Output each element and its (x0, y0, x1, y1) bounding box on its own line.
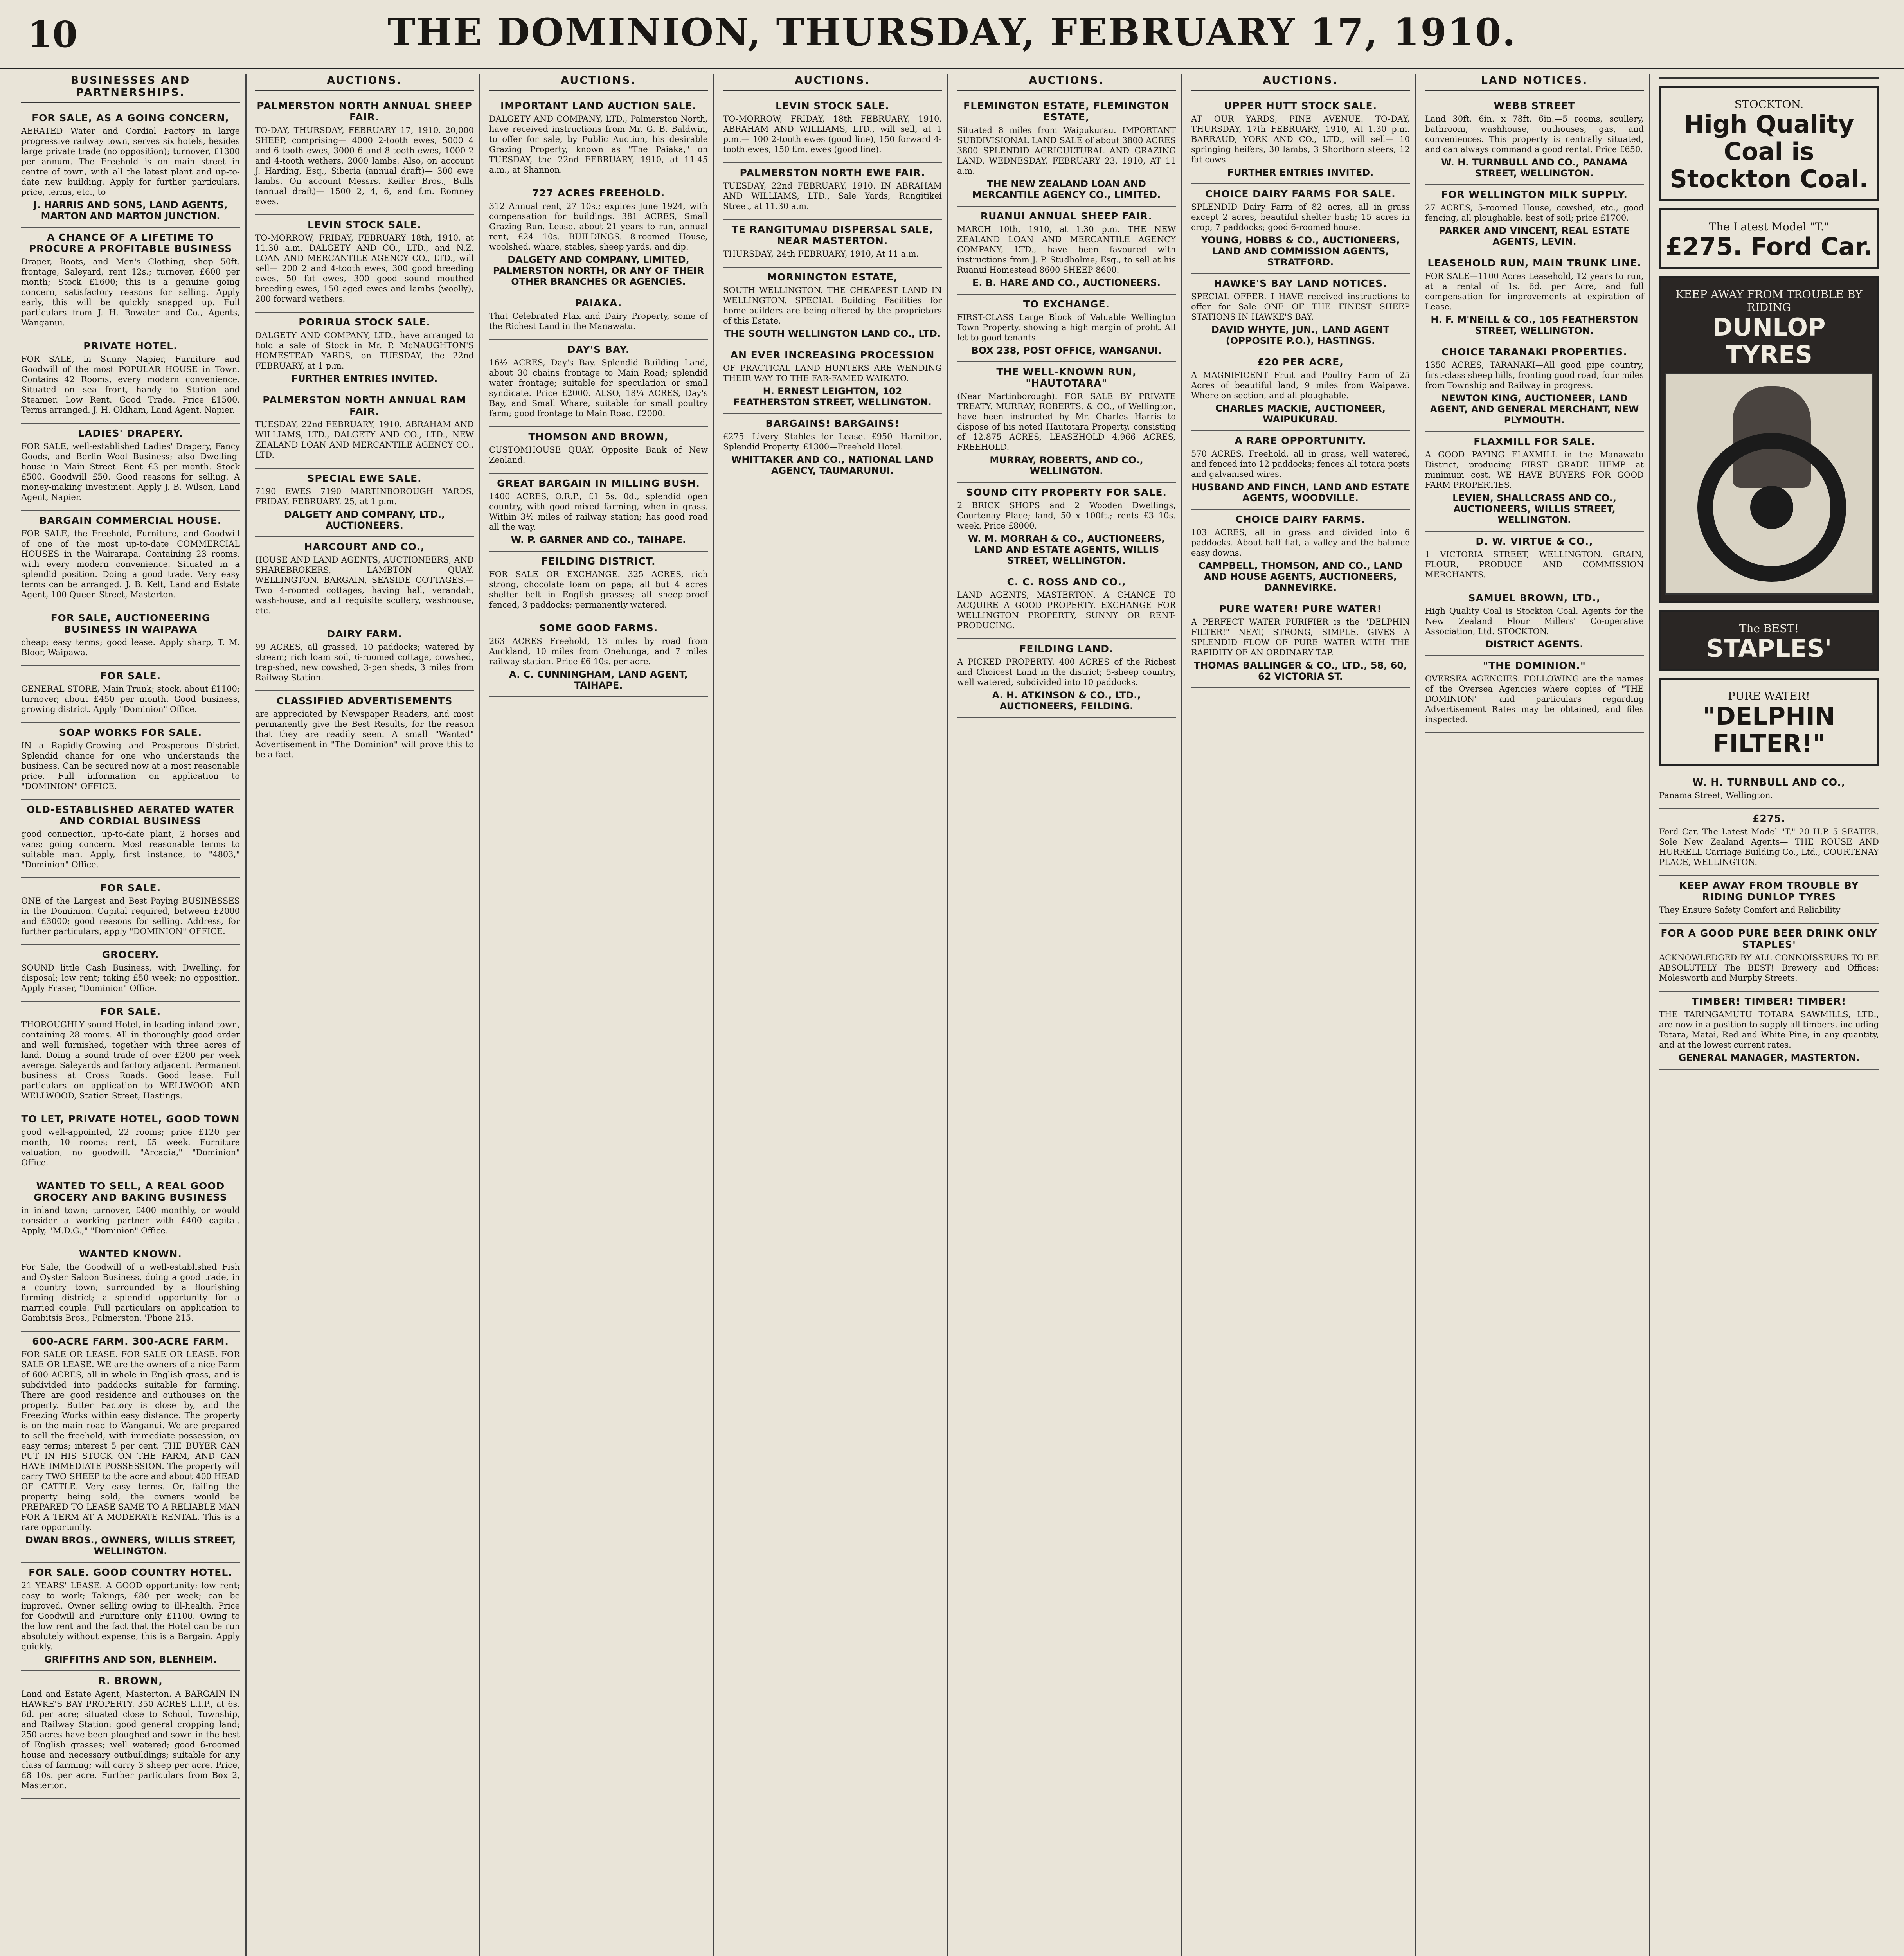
ad-body: 1 VICTORIA STREET, WELLINGTON. GRAIN, FLOUR, PRODUCE AND COMMISSION MERCHANTS. (1425, 550, 1644, 579)
ad-heading: DAY'S BAY. (567, 344, 630, 355)
ad-body: 21 YEARS' LEASE. A GOOD opportunity; low rent; easy to work; Takings, £80 per week; can be improved. Owner selling owing to ill-health. Price for Goodwill and Furniture only £1100. Owing to the low rent and the fact that the Hotel can be run absolutely without expense, this is a Bargain. Apply quickly. (21, 1581, 240, 1651)
ad-body: DALGETY AND COMPANY, LTD., Palmerston North, have received instructions from Mr. G. B. Baldwin, to offer for sale, by Public Auction, his desirable Grazing Property, known as "The Paiaka," on TUESDAY, the 22nd FEBRUARY, 1910, at 11.45 a.m., at Shannon. (489, 114, 708, 174)
classified-ad (255, 691, 474, 768)
classified-ad (21, 1332, 240, 1563)
classified-ad (255, 624, 474, 691)
display-ad-subtitle: PURE WATER! (1728, 690, 1810, 703)
classified-ad (255, 390, 474, 469)
classified-ad (21, 1563, 240, 1671)
ad-heading: HARCOURT AND CO., (304, 541, 425, 552)
ad-signature: DWAN BROS., OWNERS, WILLIS STREET, WELLINGTON. (25, 1535, 236, 1557)
ad-heading: SOME GOOD FARMS. (539, 622, 658, 634)
column-1 (16, 74, 247, 1956)
ad-body: 1350 ACRES, TARANAKI—All good pipe country, first-class sheep hills, fronting good road, four miles from Township and Railway in progress. (1425, 360, 1644, 390)
ad-heading: R. BROWN, (98, 1675, 163, 1686)
ad-heading: TO EXCHANGE. (1023, 298, 1110, 310)
ad-heading: C. C. ROSS AND CO., (1007, 576, 1126, 588)
ad-body: Land and Estate Agent, Masterton. A BARGAIN IN HAWKE'S BAY PROPERTY. 350 ACRES L.I.P., at 6s. 6d. per acre; situated close to School, Township, and Railway Station; good general cropping land; 250 acres have been ploughed and sown in the best of English grasses; well watered; good 6-roomed house and necessary outbuildings; suitable for any class of farming; will carry 3 sheep per acre. Price, £8 10s. per acre. Further particulars from Box 2, Masterton. (21, 1689, 240, 1790)
ad-heading: PALMERSTON NORTH ANNUAL SHEEP FAIR. (257, 100, 472, 123)
ad-heading: 600-ACRE FARM. 300-ACRE FARM. (32, 1336, 229, 1347)
ad-signature: THE SOUTH WELLINGTON LAND CO., LTD. (724, 328, 941, 339)
ad-body: AERATED Water and Cordial Factory in large progressive railway town, serves six hotels, besides large private trade (no opposition); turnover, £1300 per annum. The Freehold is on main street in centre of town, with all the latest plant and up-to-date new building. Apply for further particulars, price, terms, etc., to (21, 126, 240, 197)
classified-ad (957, 96, 1176, 207)
ad-body: (Near Martinborough). FOR SALE BY PRIVATE TREATY. MURRAY, ROBERTS, & CO., of Wellington, have been instructed by Mr. Charles Harris to dispose of his noted Hautotara Property, consisting of 12,875 ACRES, LEASEHOLD 4,966 ACRES, FREEHOLD. (957, 392, 1176, 452)
classified-ad (957, 483, 1176, 572)
ad-body: FOR SALE OR LEASE. FOR SALE OR LEASE. FOR SALE OR LEASE. WE are the owners of a nice Farm of 600 ACRES, all in whole in English grass, and is subdivided into paddocks suitable for farming. There are good residence and outhouses on the property. Butter Factory is close by, and the Freezing Works within easy distance. The property is on the main road to Wanganui. We are prepared to sell the freehold, with immediate possession, on easy terms; interest 5 per cent. THE BUYER CAN PUT IN HIS STOCK ON THE FARM, AND CAN HAVE IMMEDIATE POSSESSION. The property will carry TWO SHEEP to the acre and about 400 HEAD OF CATTLE. Very easy terms. Or, failing the property being sold, the owners would be PREPARED TO LEASE SAME TO A RELIABLE MAN FOR A TERM AT A MODERATE RENTAL. This is a rare opportunity. (21, 1350, 240, 1532)
ad-heading: A RARE OPPORTUNITY. (1235, 435, 1366, 446)
classified-ad (957, 207, 1176, 295)
ad-body: THE TARINGAMUTU TOTARA SAWMILLS, LTD., are now in a position to supply all timbers, including Totara, Matai, Red and White Pine, in any quantity, and at the lowest current rates. (1659, 1010, 1879, 1050)
ad-heading: WANTED TO SELL, A REAL GOOD GROCERY AND BAKING BUSINESS (34, 1180, 227, 1203)
ad-body: 1400 ACRES, O.R.P., £1 5s. 0d., splendid open country, with good mixed farming, when in grass. Within 3½ miles of railway station; has good road all the way. (489, 492, 708, 532)
wheel-hub (1750, 486, 1793, 529)
classified-ad (21, 1002, 240, 1109)
column-4 (718, 74, 948, 1956)
page-number: 10 (27, 13, 78, 56)
ad-body: SPECIAL OFFER. I HAVE received instructions to offer for Sale ONE OF THE FINEST SHEEP STATIONS IN HAWKE'S BAY. (1191, 292, 1410, 322)
ad-signature: THE NEW ZEALAND LOAN AND MERCANTILE AGENCY CO., LIMITED. (972, 178, 1161, 200)
ad-signature: A. C. CUNNINGHAM, LAND AGENT, TAIHAPE. (509, 669, 688, 691)
ad-heading: FOR SALE, AUCTIONEERING BUSINESS IN WAIPAWA (50, 612, 211, 635)
ad-heading: SOAP WORKS FOR SALE. (59, 727, 202, 738)
ad-heading: PAIAKA. (575, 297, 622, 309)
display-ad-title: STAPLES' (1706, 634, 1832, 663)
ad-signature: YOUNG, HOBBS & CO., AUCTIONEERS, LAND AND COMMISSION AGENTS, STRATFORD. (1201, 235, 1400, 268)
ad-body: Ford Car. The Latest Model "T." 20 H.P. 5 SEATER. Sole New Zealand Agents— THE ROUSE AND HURRELL Carriage Building Co., Ltd., COURTENAY PLACE, WELLINGTON. (1659, 827, 1879, 867)
ad-signature: FURTHER ENTRIES INVITED. (1227, 167, 1374, 178)
ad-signature: H. ERNEST LEIGHTON, 102 FEATHERSTON STREET, WELLINGTON. (733, 386, 932, 408)
classified-ad (21, 228, 240, 336)
display-ad-title: High Quality Coal is Stockton Coal. (1670, 110, 1868, 193)
classified-ad (21, 666, 240, 723)
classified-ad (255, 469, 474, 537)
newspaper-columns (16, 74, 1890, 1956)
ad-heading: CHOICE DAIRY FARMS FOR SALE. (1205, 188, 1396, 200)
ad-body: THOROUGHLY sound Hotel, in leading inland town, containing 28 rooms. All in thoroughly good order and well furnished, together with three acres of land. Doing a sound trade of over £200 per week average. Saleyards and factory adjacent. Permanent business at Cross Roads. Good lease. Full particulars on application to WELLWOOD AND WELLWOOD, Station Street, Hastings. (21, 1020, 240, 1100)
ad-signature: W. P. GARNER AND CO., TAIHAPE. (511, 534, 686, 545)
classified-ad (21, 424, 240, 511)
dunlop-display-ad (1659, 276, 1879, 603)
ad-body: 7190 EWES 7190 MARTINBOROUGH YARDS, FRIDAY, FEBRUARY, 25, at 1 p.m. (255, 487, 474, 506)
ad-body: GENERAL STORE, Main Trunk; stock, about £1100; turnover, about £450 per month. Good business, growing district. Apply "Dominion" Office. (21, 684, 240, 714)
column-8 (1654, 74, 1884, 1956)
classified-ad (255, 537, 474, 624)
ad-body: SPLENDID Dairy Farm of 82 acres, all in grass except 2 acres, beautiful shelter bush; 15 acres in crop; 7 paddocks; good 6-roomed house. (1191, 202, 1410, 232)
stockton-display-ad (1659, 86, 1879, 201)
ad-signature: FURTHER ENTRIES INVITED. (291, 373, 438, 384)
column-3 (484, 74, 714, 1956)
classified-ad (489, 96, 708, 183)
classified-ad (1425, 342, 1644, 432)
classified-ad (957, 362, 1176, 483)
ad-body: in inland town; turnover, £400 monthly, or would consider a working partner with £400 capital. Apply, "M.D.G.," "Dominion" Office. (21, 1206, 240, 1235)
ad-body: OVERSEA AGENCIES. FOLLOWING are the names of the Oversea Agencies where copies of "THE DOMINION" and particulars regarding Advertisement Rates may be obtained, and files inspected. (1425, 674, 1644, 724)
column-heading: LAND NOTICES. (1425, 74, 1644, 91)
newspaper-masthead: THE DOMINION, THURSDAY, FEBRUARY 17, 1910. (387, 10, 1517, 54)
ad-body: FOR SALE, well-established Ladies' Drapery, Fancy Goods, and Berlin Wool Business; also Dwelling-house in Main Street. Rent £3 per month. Stock £500. Goodwill £50. Good reasons for selling. A money-making investment. Apply J. B. Wilson, Land Agent, Napier. (21, 442, 240, 502)
classified-ad (723, 220, 942, 268)
ad-body: Situated 8 miles from Waipukurau. IMPORTANT SUBDIVISIONAL LAND SALE of about 3800 ACRES 3800 SPLENDID AGRICULTURAL AND GRAZING LAND. WEDNESDAY, FEBRUARY 23, 1910, AT 11 a.m. (957, 126, 1176, 176)
ad-heading: 727 ACRES FREEHOLD. (532, 187, 665, 199)
ad-body: THURSDAY, 24th FEBRUARY, 1910, At 11 a.m. (723, 249, 919, 259)
classified-ad (1425, 185, 1644, 253)
ad-signature: WHITTAKER AND CO., NATIONAL LAND AGENCY, TAUMARUNUI. (731, 454, 934, 476)
masthead (0, 0, 1904, 69)
classified-ad (723, 163, 942, 220)
ad-heading: AN EVER INCREASING PROCESSION (730, 349, 935, 361)
ad-heading: PALMERSTON NORTH ANNUAL RAM FAIR. (263, 394, 466, 417)
classified-ad (489, 183, 708, 293)
ad-signature: DISTRICT AGENTS. (1485, 639, 1584, 650)
ad-heading: WANTED KNOWN. (79, 1248, 182, 1260)
ad-heading: SAMUEL BROWN, LTD., (1468, 592, 1601, 604)
classified-ad (255, 96, 474, 215)
classified-ad (1191, 599, 1410, 688)
ad-heading: £20 PER ACRE, (1257, 356, 1344, 368)
display-ad-subtitle: STOCKTON. (1734, 98, 1804, 111)
ad-heading: DAIRY FARM. (327, 628, 402, 640)
ad-body: That Celebrated Flax and Dairy Property, some of the Richest Land in the Manawatu. (489, 311, 708, 331)
ad-heading: FLAXMILL FOR SALE. (1474, 436, 1595, 447)
classified-ad (21, 511, 240, 608)
display-ad-subtitle: KEEP AWAY FROM TROUBLE BY RIDING (1675, 288, 1863, 314)
column-heading: AUCTIONS. (723, 74, 942, 91)
ad-heading: OLD-ESTABLISHED AERATED WATER AND CORDIAL BUSINESS (27, 804, 234, 827)
ad-signature: HUSBAND AND FINCH, LAND AND ESTATE AGENTS, WOODVILLE. (1191, 482, 1409, 503)
ad-body: HOUSE AND LAND AGENTS, AUCTIONEERS, AND SHAREBROKERS, LAMBTON QUAY, WELLINGTON. BARGAIN, SEASIDE COTTAGES.—Two 4-roomed cottages, having hall, verandah, wash-house, and all requisite scullery, washhouse, etc. (255, 555, 474, 615)
ad-body: A MAGNIFICENT Fruit and Poultry Farm of 25 Acres of beautiful land, 9 miles from Waipawa. Where on section, and all ploughable. (1191, 370, 1410, 400)
ad-heading: UPPER HUTT STOCK SALE. (1224, 100, 1377, 111)
ad-heading: RUANUI ANNUAL SHEEP FAIR. (980, 210, 1153, 222)
ad-body: ACKNOWLEDGED BY ALL CONNOISSEURS TO BE ABSOLUTELY The BEST! Brewery and Offices: Molesworth and Murphy Streets. (1659, 953, 1879, 983)
ad-heading: LEVIN STOCK SALE. (308, 219, 421, 230)
classified-ad (1425, 532, 1644, 588)
classified-ad (723, 96, 942, 163)
classified-ad (1191, 352, 1410, 431)
display-ad-title: "DELPHIN FILTER!" (1703, 702, 1835, 758)
ad-body: FOR SALE OR EXCHANGE. 325 ACRES, rich strong, chocolate loam on papa; all but 4 acres shelter belt in English grasses; all sheep-proof fenced, 3 paddocks; permanently watered. (489, 570, 708, 609)
classified-ad (21, 1109, 240, 1176)
classified-ad (489, 618, 708, 697)
ad-signature: DALGETY AND COMPANY, LIMITED, PALMERSTON NORTH, OR ANY OF THEIR OTHER BRANCHES OR AGENCIES. (493, 254, 704, 287)
ad-heading: LADIES' DRAPERY. (78, 428, 183, 439)
ad-heading: CHOICE TARANAKI PROPERTIES. (1441, 346, 1627, 358)
classified-ad (21, 1244, 240, 1332)
ad-body: FOR SALE, in Sunny Napier, Furniture and Goodwill of the most POPULAR HOUSE in Town. Contains 42 Rooms, every modern convenience. Situated on sea front, handy to Station and Steamer. Low Rent. Good Trade. Price £1500. Terms arranged. J. H. Oldham, Land Agent, Napier. (21, 354, 240, 415)
ad-body: TO-DAY, THURSDAY, FEBRUARY 17, 1910. 20,000 SHEEP, comprising— 4000 2-tooth ewes, 5000 4 and 6-tooth ewes, 3000 6 and 8-tooth ewes, 1000 2 and 4-tooth wethers, 2000 lambs. Also, on account J. Harding, Esq., Siberia (annual draft)— 300 ewe lambs. On account Messrs. Keiller Bros., Bulls (annual draft)— 1500 2, 4, 6, and f.m. Romney ewes. (255, 126, 474, 206)
ad-heading: GREAT BARGAIN IN MILLING BUSH. (497, 478, 700, 489)
classified-ad (1191, 184, 1410, 274)
classified-ad (1191, 96, 1410, 184)
classified-ad (1659, 809, 1879, 876)
column-heading: AUCTIONS. (255, 74, 474, 91)
column-6 (1186, 74, 1416, 1956)
display-ad-subtitle: The Latest Model "T." (1709, 220, 1829, 233)
ad-heading: FLEMINGTON ESTATE, FLEMINGTON ESTATE, (963, 100, 1170, 123)
ad-heading: FOR SALE. (100, 670, 161, 681)
column-5 (952, 74, 1182, 1956)
ad-heading: FEILDING DISTRICT. (541, 556, 656, 567)
ad-heading: SOUND CITY PROPERTY FOR SALE. (966, 487, 1167, 498)
ad-heading: LEVIN STOCK SALE. (776, 100, 889, 111)
ad-heading: TIMBER! TIMBER! TIMBER! (1692, 996, 1846, 1007)
ad-heading: LEASEHOLD RUN, MAIN TRUNK LINE. (1427, 257, 1641, 269)
column-2 (250, 74, 480, 1956)
classified-ad (1425, 432, 1644, 532)
classified-ad (957, 639, 1176, 718)
ad-body: For Sale, the Goodwill of a well-established Fish and Oyster Saloon Business, doing a good trade, in a country town; surrounded by a flourishing farming district; a splendid opportunity for a married couple. Full particulars on application to Gambitsis Bros., Palmerston. 'Phone 215. (21, 1262, 240, 1323)
classified-ad (723, 414, 942, 482)
ad-heading: TO LET, PRIVATE HOTEL, GOOD TOWN (21, 1113, 240, 1125)
ad-signature: DALGETY AND COMPANY, LTD., AUCTIONEERS. (284, 509, 445, 531)
ad-body: 27 ACRES, 5-roomed House, cowshed, etc., good fencing, all ploughable, best of soil; price £1700. (1425, 203, 1644, 223)
ad-signature: MURRAY, ROBERTS, AND CO., WELLINGTON. (990, 455, 1143, 476)
classified-ad (1659, 773, 1879, 809)
classified-ad (21, 1671, 240, 1799)
classified-ad (489, 474, 708, 552)
ad-signature: GENERAL MANAGER, MASTERTON. (1678, 1052, 1860, 1063)
classified-ad (489, 552, 708, 618)
classified-ad (21, 336, 240, 424)
classified-ad (1191, 274, 1410, 352)
ad-body: 570 ACRES, Freehold, all in grass, well watered, and fenced into 12 paddocks; fences all totara posts and galvanised wires. (1191, 449, 1410, 479)
classified-ad (21, 878, 240, 945)
ad-heading: FOR WELLINGTON MILK SUPPLY. (1441, 189, 1628, 200)
ad-body: LAND AGENTS, MASTERTON. A CHANCE TO ACQUIRE A GOOD PROPERTY. EXCHANGE FOR WELLINGTON PROPERTY, SUNNY OR RENT-PRODUCING. (957, 590, 1176, 630)
ad-heading: PORIRUA STOCK SALE. (299, 316, 430, 328)
ad-heading: "THE DOMINION." (1483, 660, 1586, 671)
ad-body: FOR SALE—1100 Acres Leasehold, 12 years to run, at a rental of 1s. 6d. per Acre, and full compensation for improvements at expiration of Lease. (1425, 271, 1644, 311)
ad-body: IN a Rapidly-Growing and Prosperous District. Splendid chance for one who understands the business. Can be secured now at a most reasonable price. Full information on application to "DOMINION" OFFICE. (21, 741, 240, 791)
column-heading: BUSINESSES AND PARTNERSHIPS. (21, 74, 240, 103)
classified-ad (957, 295, 1176, 362)
ad-signature: J. HARRIS AND SONS, LAND AGENTS, MARTON AND MARTON JUNCTION. (33, 200, 228, 221)
ad-heading: PALMERSTON NORTH EWE FAIR. (740, 167, 925, 178)
ad-heading: BARGAIN COMMERCIAL HOUSE. (39, 515, 222, 526)
classified-ad (21, 800, 240, 878)
ad-signature: W. H. TURNBULL AND CO., PANAMA STREET, WELLINGTON. (1441, 157, 1628, 179)
display-ad-title: DUNLOP TYRES (1712, 313, 1826, 369)
ad-signature: CHARLES MACKIE, AUCTIONEER, WAIPUKURAU. (1215, 403, 1386, 425)
ad-body: DALGETY AND COMPANY, LTD., have arranged to hold a sale of Stock in Mr. P. McNAUGHTON'S HOMESTEAD YARDS, on TUESDAY, the 22nd FEBRUARY, at 1 p.m. (255, 331, 474, 370)
ad-heading: THOMSON AND BROWN, (528, 431, 669, 442)
ad-body: Panama Street, Wellington. (1659, 791, 1773, 800)
ad-body: ONE of the Largest and Best Paying BUSINESSES in the Dominion. Capital required, between £2000 and £3000; good reasons for selling. Address, for further particulars, apply "DOMINION" OFFICE. (21, 896, 240, 936)
classified-ad (1425, 656, 1644, 733)
ad-body: cheap; easy terms; good lease. Apply sharp, T. M. Bloor, Waipawa. (21, 638, 240, 657)
ad-heading: WEBB STREET (1494, 100, 1575, 111)
ad-body: TO-MORROW, FRIDAY, FEBRUARY 18th, 1910, at 11.30 a.m. DALGETY AND CO., LTD., and N.Z. LOAN AND MERCANTILE AGENCY CO., LTD., will sell— 200 2 and 4-tooth ewes, 300 good breeding ewes, 50 fat ewes, 300 good sound mouthed breeding ewes, 150 aged ewes and lambs (woolly), 200 forward wethers. (255, 233, 474, 304)
ad-body: good well-appointed, 22 rooms; price £120 per month, 10 rooms; rent, £5 week. Furniture valuation, no goodwill. "Arcadia," "Dominion" Office. (21, 1127, 240, 1167)
classified-ad (1191, 431, 1410, 510)
classified-ad (1659, 924, 1879, 992)
column-7 (1420, 74, 1650, 1956)
column-heading: AUCTIONS. (957, 74, 1176, 91)
column-heading (1659, 74, 1879, 79)
classified-ad (489, 293, 708, 340)
ad-heading: £275. (1752, 813, 1786, 824)
ad-signature: LEVIEN, SHALLCRASS AND CO., AUCTIONEERS, WILLIS STREET, WELLINGTON. (1452, 493, 1616, 525)
ad-body: TO-MORROW, FRIDAY, 18th FEBRUARY, 1910. ABRAHAM AND WILLIAMS, LTD., will sell, at 1 p.m.— 100 2-tooth ewes (good line), 150 forward 4-tooth ewes, 150 f.m. ewes (good line). (723, 114, 942, 154)
ad-heading: FOR SALE. (100, 1006, 161, 1017)
ad-body: TUESDAY, 22nd FEBRUARY, 1910. IN ABRAHAM AND WILLIAMS, LTD., Sale Yards, Rangitikei Street, at 11.30 a.m. (723, 181, 942, 211)
ad-body: AT OUR YARDS, PINE AVENUE. TO-DAY, THURSDAY, 17th FEBRUARY, 1910, At 1.30 p.m. BARRAUD, YORK AND CO., LTD., will sell— 10 springing heifers, 30 lambs, 3 Shorthorn steers, 12 fat cows. (1191, 114, 1410, 164)
ad-heading: TE RANGITUMAU DISPERSAL SALE, NEAR MASTERTON. (731, 224, 934, 246)
ad-body: SOUND little Cash Business, with Dwelling, for disposal; low rent; taking £50 week; no opposition. Apply Fraser, "Dominion" Office. (21, 963, 240, 993)
ad-body: OF PRACTICAL LAND HUNTERS ARE WENDING THEIR WAY TO THE FAR-FAMED WAIKATO. (723, 363, 942, 383)
ad-body: Land 30ft. 6in. x 78ft. 6in.—5 rooms, scullery, bathroom, washhouse, outhouses, gas, and conveniences. This property is centrally situated, and can always command a good rental. Price £650. (1425, 114, 1644, 154)
ad-heading: W. H. TURNBULL AND CO., (1692, 777, 1846, 788)
column-heading: AUCTIONS. (1191, 74, 1410, 91)
ad-body: A GOOD PAYING FLAXMILL in the Manawatu District, producing FIRST GRADE HEMP at minimum cost. WE HAVE BUYERS FOR GOOD FARM PROPERTIES. (1425, 450, 1644, 490)
ad-signature: BOX 238, POST OFFICE, WANGANUI. (971, 345, 1162, 356)
ad-heading: FEILDING LAND. (1019, 643, 1114, 654)
ad-body: FOR SALE, the Freehold, Furniture, and Goodwill of one of the most up-to-date COMMERCIAL HOUSES in the Wairarapa. Containing 23 rooms, with every modern convenience. Situated in a splendid position. Doing a good trade. Very easy terms can be arranged. J. B. Kelt, Land and Estate Agent, 100 Queen Street, Masterton. (21, 529, 240, 599)
ad-heading: IMPORTANT LAND AUCTION SALE. (500, 100, 696, 111)
classified-ad (255, 313, 474, 390)
ad-signature: NEWTON KING, AUCTIONEER, LAND AGENT, AND GENERAL MERCHANT, NEW PLYMOUTH. (1430, 393, 1639, 426)
ad-signature: A. H. ATKINSON & CO., LTD., AUCTIONEERS, FEILDING. (992, 690, 1141, 712)
ad-heading: SPECIAL EWE SALE. (307, 473, 422, 484)
ad-body: MARCH 10th, 1910, at 1.30 p.m. THE NEW ZEALAND LOAN AND MERCANTILE AGENCY COMPANY, LTD., have been favoured with instructions from J. P. Studholme, Esq., to sell at his Ruanui Homestead 8600 SHEEP 8600. (957, 225, 1176, 275)
classified-ad (1425, 253, 1644, 342)
classified-ad (21, 945, 240, 1002)
classified-ad (1659, 876, 1879, 924)
ad-signature: E. B. HARE AND CO., AUCTIONEERS. (972, 277, 1161, 288)
ad-body: High Quality Coal is Stockton Coal. Agents for the New Zealand Flour Millers' Co-operative Association, Ltd. STOCKTON. (1425, 606, 1644, 636)
ad-body: 99 ACRES, all grassed, 10 paddocks; watered by stream; rich loam soil, 6-roomed cottage, cowshed, trap-shed, new cowshed, 3-pen sheds, 3 miles from Railway Station. (255, 642, 474, 682)
ad-body: good connection, up-to-date plant, 2 horses and vans; going concern. Most reasonable terms to suitable man. Apply, first instance, to "4803," "Dominion" Office. (21, 829, 240, 869)
classified-ad (957, 572, 1176, 639)
ad-heading: KEEP AWAY FROM TROUBLE BY RIDING DUNLOP TYRES (1679, 880, 1859, 902)
ad-heading: D. W. VIRTUE & CO., (1476, 536, 1593, 547)
classified-ad (21, 723, 240, 800)
ad-body: 312 Annual rent, 27 10s.; expires June 1924, with compensation for buildings. 381 ACRES, Small Grazing Run. Lease, about 21 years to run, annual rent, £24 10s. BUILDINGS.—8-roomed House, woolshed, whare, stables, sheep yards, and dip. (489, 201, 708, 252)
ad-signature: THOMAS BALLINGER & CO., LTD., 58, 60, 62 VICTORIA ST. (1193, 660, 1407, 682)
ford-display-ad (1659, 208, 1879, 269)
ad-heading: BARGAINS! BARGAINS! (765, 418, 900, 429)
display-ad-title: £275. Ford Car. (1665, 232, 1873, 261)
ad-signature: GRIFFITHS AND SON, BLENHEIM. (44, 1654, 217, 1665)
ad-heading: HAWKE'S BAY LAND NOTICES. (1214, 278, 1387, 289)
delphin-display-ad (1659, 678, 1879, 766)
classified-ad (489, 427, 708, 474)
ad-body: SOUTH WELLINGTON. THE CHEAPEST LAND IN WELLINGTON. SPECIAL Building Facilities for home-builders are being offered by the proprietors of this Estate. (723, 286, 942, 325)
ad-body: A PICKED PROPERTY. 400 ACRES of the Richest and Choicest Land in the district; 5-sheep country, well watered, subdivided into 10 paddocks. (957, 657, 1176, 687)
classified-ad (489, 340, 708, 427)
classified-ad (255, 215, 474, 313)
staples-display-ad (1659, 610, 1879, 671)
ad-body: 16½ ACRES, Day's Bay. Splendid Building Land, about 30 chains frontage to Main Road; splendid water frontage; suitable for speculation or small syndicate. Price £2000. ALSO, 18¼ ACRES, Day's Bay, and Small Whare, suitable for small poultry farm; good frontage to Main Road. £2000. (489, 358, 708, 418)
ad-body: Draper, Boots, and Men's Clothing, shop 50ft. frontage, Saleyard, rent 12s.; turnover, £600 per month; Stock £1600; this is a genuine going concern, satisfactory reasons for selling. Apply early, this will be quickly snapped up. Full particulars from J. H. Bowater and Co., Agents, Wanganui. (21, 257, 240, 327)
ad-body: are appreciated by Newspaper Readers, and most permanently give the Best Results, for the reason that they are readily seen. A small "Wanted" Advertisement in "The Dominion" will prove this to be a fact. (255, 709, 474, 759)
ad-heading: GROCERY. (102, 949, 159, 960)
classified-ad (21, 608, 240, 666)
ad-heading: CLASSIFIED ADVERTISEMENTS (276, 695, 453, 707)
column-heading: AUCTIONS. (489, 74, 708, 91)
ad-body: 2 BRICK SHOPS and 2 Wooden Dwellings, Courtenay Place; land, 50 x 100ft.; rents £3 10s. week. Price £8000. (957, 501, 1176, 530)
cyclist-illustration (1665, 373, 1873, 595)
classified-ad (1659, 992, 1879, 1070)
ad-heading: FOR A GOOD PURE BEER DRINK ONLY STAPLES' (1661, 928, 1877, 950)
ad-body: A PERFECT WATER PURIFIER is the "DELPHIN FILTER!" NEAT, STRONG, SIMPLE. GIVES A SPLENDID FLOW OF PURE WATER WITH THE RAPIDITY OF AN ORDINARY TAP. (1191, 617, 1410, 657)
ad-heading: A CHANCE OF A LIFETIME TO PROCURE A PROFITABLE BUSINESS (29, 232, 232, 254)
ad-body: 263 ACRES Freehold, 13 miles by road from Auckland, 10 miles from Onehunga, and 7 miles railway station. Price £6 10s. per acre. (489, 636, 708, 666)
ad-signature: DAVID WHYTE, JUN., LAND AGENT (OPPOSITE P.O.), HASTINGS. (1211, 324, 1390, 346)
ad-body: 103 ACRES, all in grass and divided into 6 paddocks. About half flat, a valley and the balance easy downs. (1191, 528, 1410, 557)
ad-heading: MORNINGTON ESTATE, (767, 271, 898, 283)
ad-body: £275—Livery Stables for Lease. £950—Hamilton, Splendid Property. £1300—Freehold Hotel. (723, 432, 942, 451)
ad-signature: W. M. MORRAH & CO., AUCTIONEERS, LAND AND ESTATE AGENTS, WILLIS STREET, WELLINGTON. (968, 533, 1165, 566)
ad-body: TUESDAY, 22nd FEBRUARY, 1910. ABRAHAM AND WILLIAMS, LTD., DALGETY AND CO., LTD., NEW ZEALAND LOAN AND MERCANTILE AGENCY CO., LTD. (255, 420, 474, 460)
classified-ad (21, 108, 240, 228)
ad-body: They Ensure Safety Comfort and Reliability (1659, 905, 1841, 915)
classified-ad (723, 268, 942, 345)
ad-body: CUSTOMHOUSE QUAY, Opposite Bank of New Zealand. (489, 445, 708, 465)
classified-ad (723, 345, 942, 414)
classified-ad (1191, 510, 1410, 599)
ad-heading: PRIVATE HOTEL. (83, 340, 178, 352)
ad-heading: FOR SALE, AS A GOING CONCERN, (32, 112, 229, 124)
ad-signature: PARKER AND VINCENT, REAL ESTATE AGENTS, LEVIN. (1439, 225, 1630, 247)
ad-heading: CHOICE DAIRY FARMS. (1235, 514, 1366, 525)
display-ad-subtitle: The BEST! (1739, 622, 1799, 635)
ad-heading: THE WELL-KNOWN RUN, "HAUTOTARA" (996, 366, 1137, 389)
ad-heading: FOR SALE. GOOD COUNTRY HOTEL. (29, 1567, 232, 1578)
ad-heading: PURE WATER! PURE WATER! (1219, 603, 1382, 615)
classified-ad (1425, 96, 1644, 185)
ad-body: FIRST-CLASS Large Block of Valuable Wellington Town Property, showing a high margin of profit. All let to good tenants. (957, 313, 1176, 342)
ad-heading: FOR SALE. (100, 882, 161, 894)
classified-ad (1425, 588, 1644, 656)
ad-signature: H. F. M'NEILL & CO., 105 FEATHERSTON STREET, WELLINGTON. (1431, 314, 1638, 336)
classified-ad (21, 1176, 240, 1244)
ad-signature: CAMPBELL, THOMSON, AND CO., LAND AND HOUSE AGENTS, AUCTIONEERS, DANNEVIRKE. (1198, 560, 1403, 593)
